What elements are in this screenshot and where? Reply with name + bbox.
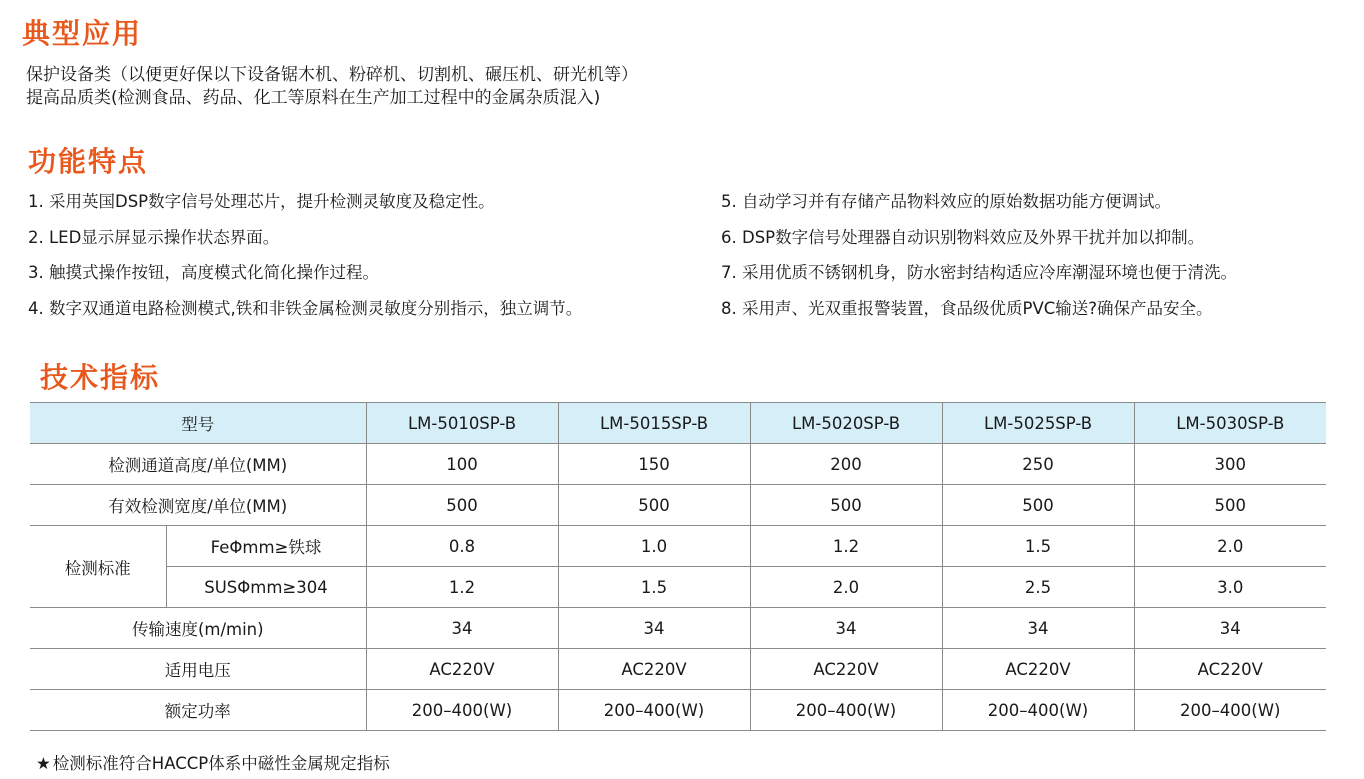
cell: 200–400(W) xyxy=(558,690,750,731)
cell: 200–400(W) xyxy=(942,690,1134,731)
cell: 34 xyxy=(366,608,558,649)
table-row xyxy=(30,567,1326,608)
cell: 100 xyxy=(366,444,558,485)
row-label: FeΦmm≥铁球 xyxy=(166,526,366,567)
cell: 34 xyxy=(750,608,942,649)
features-right-column xyxy=(721,190,1237,332)
model-header-label: 型号 xyxy=(30,403,366,444)
model-name: LM-5025SP-B xyxy=(942,403,1134,444)
feature-item: 7. 采用优质不锈钢机身，防水密封结构适应冷库潮湿环境也便于清洗。 xyxy=(721,263,1237,282)
model-name: LM-5020SP-B xyxy=(750,403,942,444)
cell: 200 xyxy=(750,444,942,485)
features-left-column xyxy=(28,190,582,332)
row-label: 有效检测宽度/单位(MM) xyxy=(30,485,366,526)
cell: 1.5 xyxy=(942,526,1134,567)
cell: 34 xyxy=(558,608,750,649)
row-label: 传输速度(m/min) xyxy=(30,608,366,649)
table-row xyxy=(30,690,1326,731)
model-name: LM-5010SP-B xyxy=(366,403,558,444)
specs-title: 技术指标 xyxy=(40,361,161,394)
footnote-text: 检测标准符合HACCP体系中磁性金属规定指标 xyxy=(52,754,390,773)
feature-item: 2. LED显示屏显示操作状态界面。 xyxy=(28,227,280,247)
cell: 200–400(W) xyxy=(366,690,558,731)
feature-item: 6. DSP数字信号处理器自动识别物料效应及外界干扰并加以抑制。 xyxy=(721,227,1205,247)
feature-item: 3. 触摸式操作按钮，高度模式化简化操作过程。 xyxy=(28,263,379,282)
cell: 1.2 xyxy=(366,567,558,608)
row-label: SUSΦmm≥304 xyxy=(166,567,366,608)
row-label: 适用电压 xyxy=(30,649,366,690)
cell: 2.0 xyxy=(1134,526,1326,567)
feature-item: 1. 采用英国DSP数字信号处理芯片，提升检测灵敏度及稳定性。 xyxy=(28,192,495,211)
application-item: 保护设备类（以便更好保以下设备锯木机、粉碎机、切割机、碾压机、研光机等） xyxy=(26,65,638,85)
application-item: 提高品质类(检测食品、药品、化工等原料在生产加工过程中的金属杂质混入) xyxy=(26,88,601,108)
cell: 1.2 xyxy=(750,526,942,567)
table-row xyxy=(30,649,1326,690)
table-row xyxy=(30,526,1326,567)
model-name: LM-5030SP-B xyxy=(1134,403,1326,444)
feature-item: 4. 数字双通道电路检测模式,铁和非铁金属检测灵敏度分别指示，独立调节。 xyxy=(28,298,583,318)
cell: 34 xyxy=(942,608,1134,649)
applications-list xyxy=(26,64,638,110)
star-icon: ★ xyxy=(36,754,51,773)
cell: 0.8 xyxy=(366,526,558,567)
applications-title: 典型应用 xyxy=(22,17,143,50)
table-header-row xyxy=(30,403,1326,444)
cell: 500 xyxy=(942,485,1134,526)
cell: AC220V xyxy=(558,649,750,690)
cell: 150 xyxy=(558,444,750,485)
cell: AC220V xyxy=(942,649,1134,690)
model-name: LM-5015SP-B xyxy=(558,403,750,444)
table-row xyxy=(30,444,1326,485)
cell: 500 xyxy=(558,485,750,526)
cell: 2.5 xyxy=(942,567,1134,608)
cell: 1.5 xyxy=(558,567,750,608)
feature-item: 5. 自动学习并有存储产品物料效应的原始数据功能方便调试。 xyxy=(721,192,1171,211)
cell: 3.0 xyxy=(1134,567,1326,608)
row-label: 检测通道高度/单位(MM) xyxy=(30,444,366,485)
cell: 500 xyxy=(750,485,942,526)
cell: 500 xyxy=(1134,485,1326,526)
cell: 200–400(W) xyxy=(750,690,942,731)
spec-table xyxy=(30,402,1326,731)
cell: 200–400(W) xyxy=(1134,690,1326,731)
feature-item: 8. 采用声、光双重报警装置，食品级优质PVC输送?确保产品安全。 xyxy=(721,298,1213,318)
cell: 250 xyxy=(942,444,1134,485)
cell: 300 xyxy=(1134,444,1326,485)
cell: AC220V xyxy=(750,649,942,690)
row-label: 额定功率 xyxy=(30,690,366,731)
table-row xyxy=(30,608,1326,649)
cell: 500 xyxy=(366,485,558,526)
cell: 1.0 xyxy=(558,526,750,567)
footnote xyxy=(36,750,390,774)
cell: 34 xyxy=(1134,608,1326,649)
group-label: 检测标准 xyxy=(30,526,166,608)
features-title: 功能特点 xyxy=(28,145,149,178)
cell: AC220V xyxy=(1134,649,1326,690)
table-row xyxy=(30,485,1326,526)
cell: 2.0 xyxy=(750,567,942,608)
cell: AC220V xyxy=(366,649,558,690)
